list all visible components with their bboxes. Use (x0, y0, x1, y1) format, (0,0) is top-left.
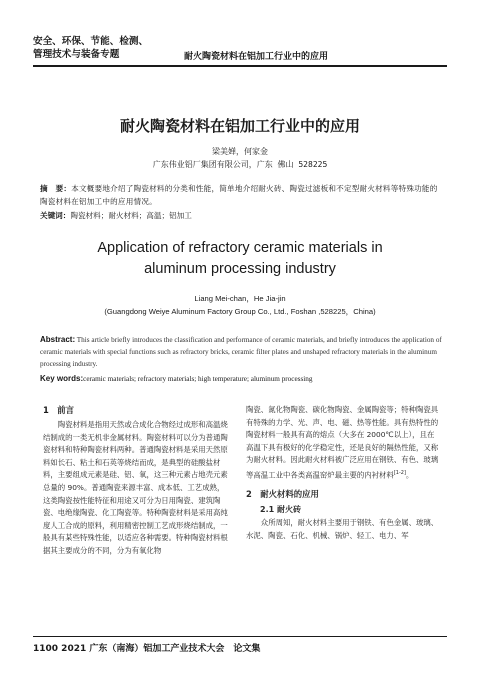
column-2-paragraph (246, 404, 440, 482)
paper-title-cn: 耐火陶瓷材料在铝加工行业中的应用 (119, 117, 360, 135)
abstract-cn (40, 182, 444, 208)
affiliation-en: (Guangdong Weiye Aluminum Factory Group Co., Ltd., Foshan ,528225，China) (104, 307, 376, 316)
section-2-1-heading: 2.1 耐火砖 (260, 504, 301, 514)
column-2-end: 。 (405, 470, 414, 480)
paper-title-en (0, 238, 480, 280)
paper-title-en-line1: Application of refractory ceramic materials in (97, 240, 383, 256)
paper-title-en-line2: aluminum processing industry (144, 261, 336, 277)
keywords-en (40, 374, 442, 383)
authors-en: Liang Mei-chan，He Jia-jin (194, 294, 286, 303)
keywords-cn-text: 陶瓷材料；耐火材料；高温；铝加工 (70, 211, 192, 220)
journal-column-line1: 安全、环保、节能、检测、 (33, 36, 149, 47)
abstract-en-label: Abstract: (40, 335, 76, 344)
section-2-heading: 2 耐火材料的应用 (246, 489, 319, 500)
citation-ref: [1-2] (393, 469, 406, 476)
running-title: 耐火陶瓷材料在铝加工行业中的应用 (184, 52, 329, 62)
body-column-1 (43, 419, 230, 558)
section-1-paragraph: 陶瓷材料是指用天然或合成化合物经过成形和高温烧结制成的一类无机非金属材料。陶瓷材料可以分为普通陶瓷材料和特种陶瓷材料两种。普通陶瓷材料是采用天然原料如长石、粘土和石英等烧结而成，是典型的硅酸盐材料，主要组成元素是硅、铝、氧，这三种元素占地壳元素总量的 90%。普通陶瓷来源丰富、成本低、工艺成熟，这类陶瓷按性能特征和用途又可分为日用陶瓷、建筑陶瓷、电绝缘陶瓷、化工陶瓷等。特种陶瓷材料是采用高纯度人工合成的原料，利用精密控制工艺成形烧结制成，一般具有某些特殊性能，以适应各种需要。特种陶瓷材料根据其主要成分的不同，分为有氧化物 (43, 420, 228, 555)
footer-rule (33, 636, 447, 637)
header-rule (33, 65, 447, 67)
journal-column-line2: 管理技术与装备专题 (33, 48, 120, 60)
affiliation-cn: 广东伟业铝厂集团有限公司，广东 佛山 528225 (152, 160, 328, 169)
keywords-en-label: Key words: (40, 374, 84, 383)
column-2-text: 陶瓷、氮化物陶瓷、碳化物陶瓷、金属陶瓷等；特种陶瓷具有特殊的力学、光、声、电、磁、热等性能。具有热特性的陶瓷材料一般具有高的熔点（大多在 2000℃以上），且在高温下具有极好的化学稳定性，还是良好的隔热性能，又称为耐火材料。因此耐火材料被广泛应用在钢铁、有色、玻璃等高温工业中各类高温窑炉最主要的内衬材料 (246, 405, 439, 480)
keywords-cn-label: 关键词： (40, 211, 71, 220)
body-column-2 (246, 404, 440, 542)
section-1-heading: 1 前言 (43, 405, 74, 415)
journal-column-label (33, 36, 148, 61)
section-2-1-paragraph: 众所周知，耐火材料主要用于钢铁、有色金属、玻璃、水泥、陶瓷、石化、机械、锅炉、轻工、电力、军 (246, 518, 439, 540)
keywords-cn (40, 210, 444, 221)
abstract-en-text: This article briefly introduces the classification and performance of ceramic materials, and briefly introduces the application of ceramic materials with special functions such as refractory bricks, ceramic filter plates and unshaped refractory materials in the aluminum processing industry. (40, 336, 442, 368)
abstract-cn-label: 摘 要： (40, 184, 72, 193)
abstract-en (40, 334, 442, 370)
page-footer: 1100 2021 广东（南海）铝加工产业技术大会 论文集 (33, 644, 261, 654)
authors-cn: 梁美婵，何家金 (212, 147, 268, 156)
abstract-cn-text: 本文概要地介绍了陶瓷材料的分类和性能，简单地介绍耐火砖、陶瓷过滤板和不定型耐火材料等特殊功能的陶瓷材料在铝加工中的应用情况。 (40, 184, 438, 206)
keywords-en-text: ceramic materials; refractory materials; high temperature; aluminum processing (83, 375, 313, 383)
